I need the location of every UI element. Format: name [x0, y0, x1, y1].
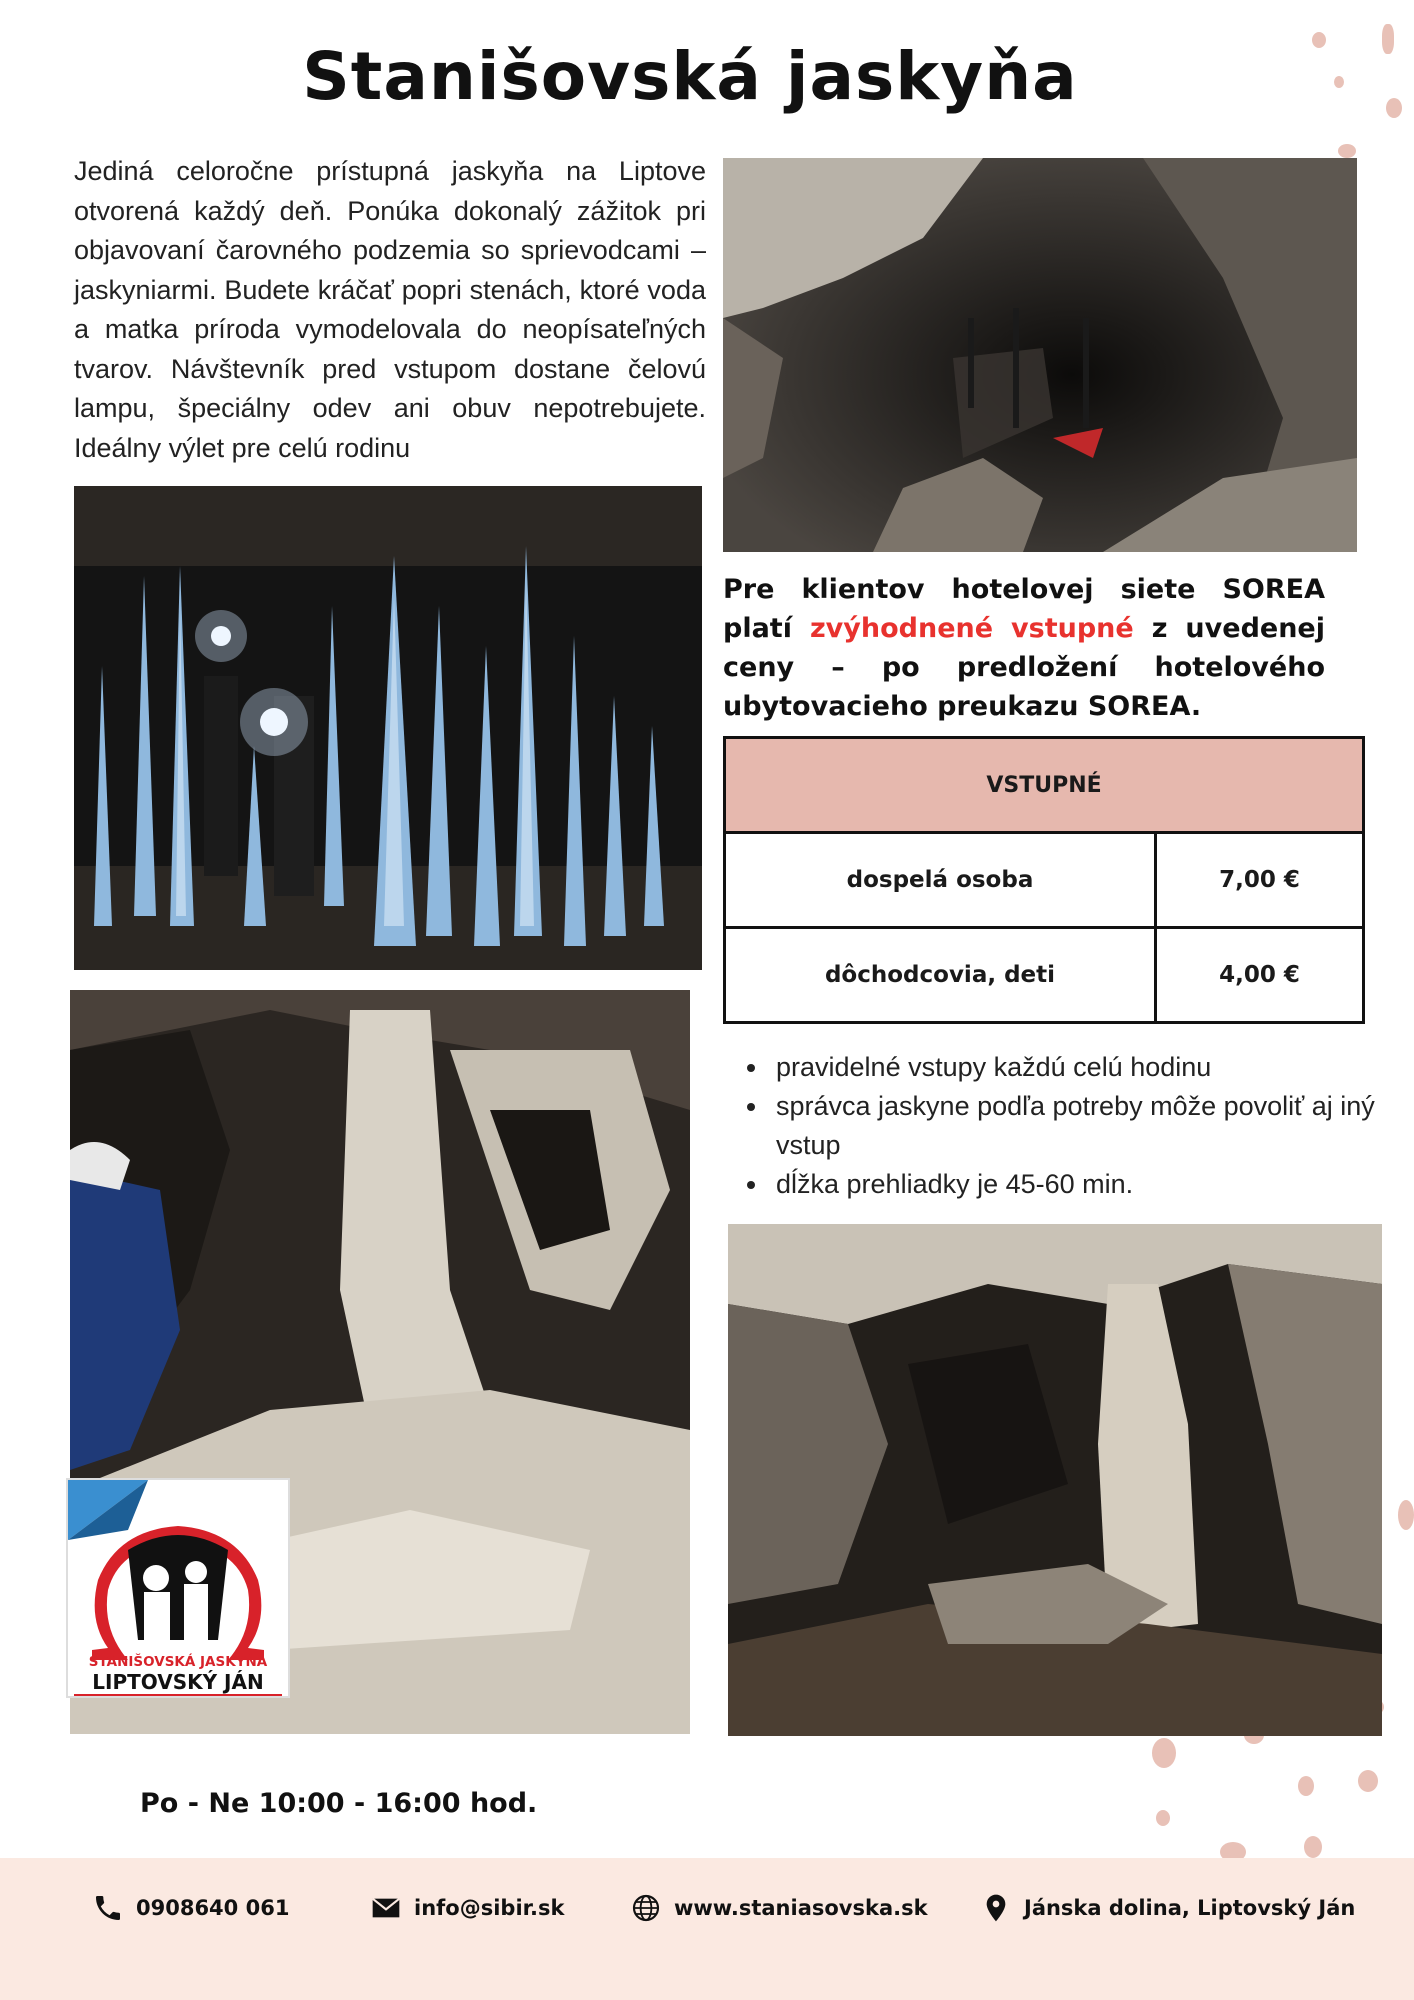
footer-email[interactable] — [370, 1888, 564, 1928]
address-text: Jánska dolina, Liptovský Ján — [1024, 1896, 1356, 1920]
decor-dot — [1298, 1776, 1314, 1796]
list-item: • pravidelné vstupy každú celú hodinu — [770, 1048, 1410, 1087]
price-label: dospelá osoba — [725, 833, 1156, 928]
footer-phone[interactable] — [92, 1888, 289, 1928]
price-table-header-row — [725, 738, 1364, 833]
phone-icon — [92, 1892, 124, 1924]
logo-line-1: STANIŠOVSKÁ JASKYŇA — [88, 1654, 268, 1670]
decor-dot — [1382, 24, 1394, 54]
footer-web[interactable] — [630, 1888, 928, 1928]
intro-paragraph: Jediná celoročne prístupná jaskyňa na Liptove otvorená každý deň. Ponúka dokonalý zážitok pri objavovaní čarovného podzemia so sprievodcami – jaskyniarmi. Budete kráčať popri stenách, ktoré voda a matka príroda vymodelovala do neopísateľných tvarov. Návštevník pred vstupom dostane čelovú lampu, špeciálny odev ani obuv nepotrebujete. Ideálny výlet pre celú rodinu — [74, 156, 706, 463]
price-value: 4,00 € — [1156, 928, 1364, 1023]
decor-dot — [1358, 1770, 1378, 1792]
price-table — [723, 736, 1365, 1024]
decor-dot — [1304, 1836, 1322, 1858]
decor-dot — [1152, 1738, 1176, 1768]
location-pin-icon — [980, 1892, 1012, 1924]
info-bullet-list — [730, 1048, 1410, 1204]
cave-passage-photo — [723, 158, 1357, 552]
sorea-promo — [723, 570, 1325, 726]
list-item: • správca jaskyne podľa potreby môže povoliť aj iný vstup — [770, 1087, 1410, 1165]
globe-icon — [630, 1892, 662, 1924]
price-table-header: VSTUPNÉ — [725, 738, 1364, 833]
cave-logo — [66, 1478, 290, 1698]
promo-text-after: z uvedenej ceny – po predložení hotelového ubytovacieho preukazu SOREA. — [723, 613, 1325, 722]
page-title: Stanišovská jaskyňa — [302, 38, 1078, 115]
table-row — [725, 928, 1364, 1023]
logo-line-2: LIPTOVSKÝ JÁN — [74, 1670, 282, 1696]
table-row — [725, 833, 1364, 928]
opening-hours: Po - Ne 10:00 - 16:00 hod. — [140, 1788, 538, 1819]
cave-hall-photo — [728, 1224, 1382, 1736]
promo-text-before: Pre klientov hotelovej siete SOREA platí — [723, 574, 1325, 644]
footer-address[interactable] — [980, 1888, 1355, 1928]
promo-highlight: zvýhodnené vstupné — [809, 613, 1134, 644]
website-url: www.staniasovska.sk — [674, 1896, 928, 1920]
ice-stalagmites-photo — [74, 486, 702, 970]
price-label: dôchodcovia, deti — [725, 928, 1156, 1023]
decor-dot — [1156, 1810, 1170, 1826]
decor-dot — [1338, 144, 1356, 158]
mail-icon — [370, 1892, 402, 1924]
list-item: • dĺžka prehliadky je 45-60 min. — [770, 1165, 1410, 1204]
price-value: 7,00 € — [1156, 833, 1364, 928]
footer-bar — [0, 1858, 1414, 2000]
email-address: info@sibir.sk — [414, 1896, 565, 1920]
decor-dot — [1386, 98, 1402, 118]
phone-number: 0908640 061 — [136, 1896, 290, 1920]
decor-dot — [1398, 1500, 1414, 1530]
